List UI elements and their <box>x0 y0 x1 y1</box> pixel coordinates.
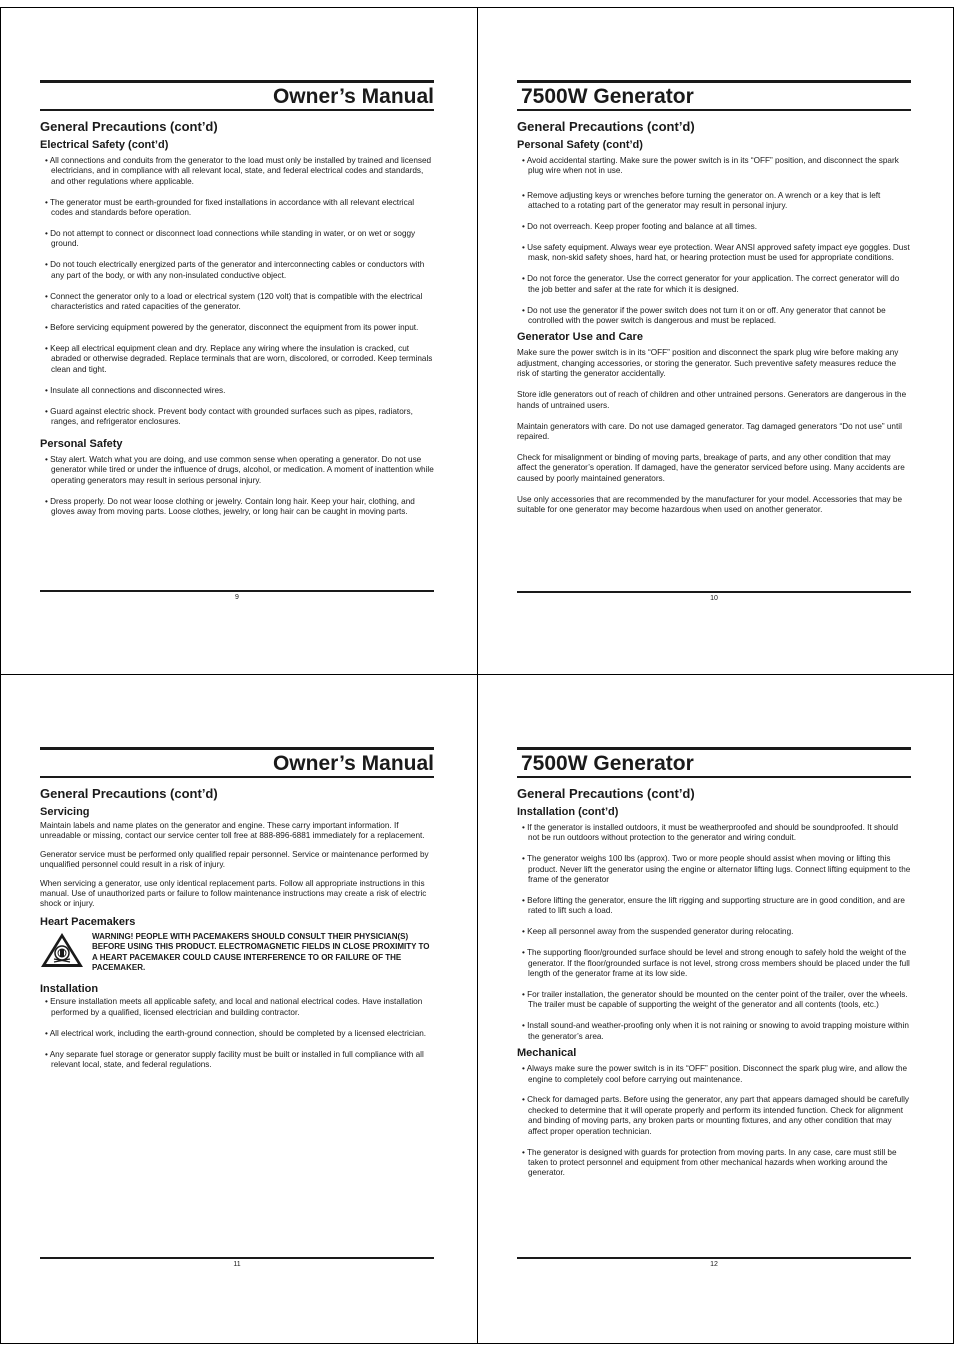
paragraph-group <box>517 348 911 515</box>
bullet-item: • Any separate fuel storage or generator supply facility must be built or installed in full compliance with all relevant local, state, and federal regulations. <box>45 1049 424 1070</box>
pacemaker-hazard-icon <box>40 932 84 968</box>
subheading-generator-use-and-care: Generator Use and Care <box>517 331 643 344</box>
bullet-item: • Check for damaged parts. Before using the generator, any part that appears damaged should be carefully checked to determine that it will operate properly and perform its intended function. Check for alignment and binding of moving parts, any broken parts or mounting fixtures, and any other condition that may affect proper operation technician. <box>522 1095 910 1136</box>
paragraph-group <box>40 821 434 910</box>
bullet-item: • Dress properly. Do not wear loose clothing or jewelry. Contain long hair. Keep your hair, clothing, and gloves away from moving parts. Loose clothes, jewelry, or long hair can be caught in moving parts. <box>45 496 415 516</box>
bullet-item: • All electrical work, including the earth-ground connection, should be completed by a licensed electrician. <box>45 1028 427 1038</box>
footer-rule <box>517 591 911 593</box>
header-rule <box>40 747 434 750</box>
bullet-item: • Use safety equipment. Always wear eye protection. Wear ANSI approved safety impact eye goggles. Dust mask, non-skid safety shoes, hard hat, or hearing protection must be used for appropriate conditions. <box>522 243 910 263</box>
bullet-item: • Avoid accidental starting. Make sure the power switch is in its “OFF” position, and disconnect the spark plug wire when not in use. <box>522 156 899 176</box>
subheading-personal-safety: Personal Safety <box>40 437 123 450</box>
page-number: 12 <box>710 1261 718 1268</box>
page-footer <box>40 590 434 601</box>
bullet-item: • Do not force the generator. Use the correct generator for your application. The correct generator will do the job better and safer at the rate for which it is designed. <box>522 274 900 294</box>
section-heading: General Precautions (cont’d) <box>40 119 218 134</box>
bullet-item: • Insulate all connections and disconnected wires. <box>45 385 226 395</box>
bullet-item: • Always make sure the power switch is in its “OFF” position. Disconnect the spark plug wire, and allow the engine to completely cool before carrying out maintenance. <box>522 1064 908 1084</box>
header-rule <box>40 80 434 83</box>
bullet-item: • Connect the generator only to a load or electrical system (120 volt) that is compatible with the electrical characteristics and rated capacities of the generator. <box>45 291 423 312</box>
bullet-list <box>40 997 434 1070</box>
footer-rule <box>517 1257 911 1259</box>
bullet-item: • Do not overreach. Keep proper footing and balance at all times. <box>522 222 757 232</box>
bullet-list <box>40 455 434 518</box>
warning-text: WARNING! PEOPLE WITH PACEMAKERS SHOULD CONSULT THEIR PHYSICIAN(S) BEFORE USING THIS PRODUCT. ELECTROMAGNETIC FIELDS IN CLOSE PROXIMITY TO A HEART PACEMAKER COULD CAUSE INTERFERENCE TO OR FAILURE OF THE PACEMAKER. <box>92 931 430 973</box>
page-title: 7500W Generator <box>521 752 694 775</box>
page-number: 10 <box>710 595 718 602</box>
bullet-item: • Do not touch electrically energized parts of the generator and interconnecting cables or conductors with any part of the body, or with any non-insulated conductive object. <box>45 260 425 280</box>
bullet-item: • Keep all electrical equipment clean and dry. Replace any wiring where the insulation is cracked, cut abraded or otherwise degraded. Replace terminals that are worn, discolored, or corroded. Keep terminals clean and tight. <box>45 343 433 374</box>
bullet-item: • The generator must be earth-grounded for fixed installations in accordance with all relevant electrical codes and standards before operation. <box>45 197 415 218</box>
bullet-item: • Keep all personnel away from the suspended generator during relocating. <box>522 927 794 937</box>
page-11 <box>40 747 434 1081</box>
subheading-heart-pacemakers: Heart Pacemakers <box>40 915 136 928</box>
bullet-item: • Do not use the generator if the power switch does not turn it on or off. Any generator that cannot be controlled with the power switch is dangerous and must be replaced. <box>522 305 886 326</box>
horizontal-page-divider <box>0 674 954 675</box>
title-rule <box>40 776 434 778</box>
bullet-item: • Before lifting the generator, ensure the lift rigging and supporting structure are in good condition, and are rated to lift such a load. <box>522 896 905 916</box>
bullet-item: • Ensure installation meets all applicable safety, and local and national electrical codes. Have installation performed by a qualified, licensed electrician and building contractor. <box>45 997 423 1017</box>
section-heading: General Precautions (cont’d) <box>40 786 218 801</box>
pacemaker-warning <box>40 932 434 974</box>
paragraph: Maintain generators with care. Do not use damaged generator. Tag damaged generators “Do not use” until repaired. <box>517 421 902 441</box>
page-number: 11 <box>233 1261 241 1268</box>
header-rule <box>517 747 911 750</box>
paragraph: Generator service must be performed only qualified repair personnel. Service or maintenance performed by unqualified personnel could result in a risk of injury. <box>40 849 429 870</box>
section-heading: General Precautions (cont’d) <box>517 786 695 801</box>
subheading-mechanical: Mechanical <box>517 1047 577 1060</box>
subheading-installation: Installation (cont’d) <box>517 806 619 818</box>
subheading-electrical-safety: Electrical Safety (cont’d) <box>40 139 169 151</box>
bullet-item: • The generator weighs 100 lbs (approx). Two or more people should assist when moving or lifting this product. Never lift the generator using the engine or alternator lifting lugs. Connect lifting equipment to the frame of the generator <box>522 854 911 885</box>
bullet-list <box>517 1064 911 1179</box>
subheading-installation: Installation <box>40 983 99 996</box>
page-title: Owner’s Manual <box>272 752 434 775</box>
bullet-item: • For trailer installation, the generator should be mounted on the center point of the trailer, over the wheels. The trailer must be capable of supporting the weight of the generator and all contents (tools, etc.) <box>522 989 908 1010</box>
subheading-servicing: Servicing <box>40 806 90 818</box>
bullet-list <box>40 156 434 427</box>
header-rule <box>517 80 911 83</box>
subheading-personal-safety: Personal Safety (cont’d) <box>517 139 643 151</box>
section-heading: General Precautions (cont’d) <box>517 119 695 134</box>
bullet-item: • All connections and conduits from the generator to the load must only be installed by trained and licensed electricians, and in compliance with all relevant local, state, and federal electrical codes and standards, and other regulations where applicable. <box>45 156 432 186</box>
paragraph: Use only accessories that are recommended by the manufacturer for your model. Accessories that may be suitable for one generator may become hazardous when used on another generator. <box>517 494 902 514</box>
footer-rule <box>40 1257 434 1259</box>
paragraph: Make sure the power switch is in its “OFF” position and disconnect the spark plug wire before making any adjustment, changing accessories, or storing the generator. Such preventive safety measures reduce the risk of starting the generator accidentally. <box>517 348 899 379</box>
page-number: 9 <box>235 594 239 601</box>
bullet-item: • Guard against electric shock. Prevent body contact with grounded surfaces such as pipes, radiators, ranges, and refrigerator enclosures. <box>45 406 413 426</box>
paragraph: Maintain labels and name plates on the generator and engine. These carry important information. If unreadable or missing, contact our service center toll free at 888-896-6881 immediately for a replacement. <box>40 821 425 841</box>
bullet-item: • Do not attempt to connect or disconnect load connections while standing in water, or on wet or soggy ground. <box>45 229 416 249</box>
page-12 <box>517 747 911 1189</box>
footer-rule <box>40 590 434 592</box>
page-footer <box>517 591 911 602</box>
bullet-item: • Stay alert. Watch what you are doing, and use common sense when operating a generator. Do not use generator while tired or under the influence of drugs, alcohol, or medication. A moment of inattention while operating generators may result in serious personal injury. <box>45 454 434 485</box>
page-footer <box>40 1257 434 1268</box>
page-title: 7500W Generator <box>521 85 694 108</box>
bullet-item: • The generator is designed with guards for protection from moving parts. In any case, care must still be taken to protect personnel and equipment from other mechanical hazards when working around the generator. <box>522 1147 897 1178</box>
bullet-list <box>517 823 911 1042</box>
bullet-item: • Install sound-and weather-proofing only when it is not raining or snowing to avoid trapping moisture within the generator’s area. <box>522 1021 909 1041</box>
title-rule <box>40 109 434 111</box>
page-title: Owner’s Manual <box>272 85 434 108</box>
page-9 <box>40 80 434 528</box>
paragraph: Store idle generators out of reach of children and other untrained persons. Generators are dangerous in the hands of untrained users. <box>517 390 907 410</box>
bullet-item: • Before servicing equipment powered by the generator, disconnect the equipment from its power input. <box>45 322 419 332</box>
paragraph: Check for misalignment or binding of moving parts, breakage of parts, and any other condition that may affect the generator’s operation. If damaged, have the generator serviced before using. Many accidents are caused by poorly maintained generators. <box>517 452 905 483</box>
title-rule <box>517 776 911 778</box>
title-rule <box>517 109 911 111</box>
page-10 <box>517 80 911 526</box>
page-footer <box>517 1257 911 1268</box>
bullet-item: • Remove adjusting keys or wrenches before turning the generator on. A wrench or a key that is left attached to a rotating part of the generator may result in personal injury. <box>522 190 881 211</box>
vertical-page-divider <box>477 7 478 1344</box>
bullet-item: • The supporting floor/grounded surface should be level and strong enough to safely hold the weight of the generator. If the floor/grounded surface is not level, strong cross members should be placed under the full length of the generator frame at its low side. <box>522 948 910 979</box>
paragraph: When servicing a generator, use only identical replacement parts. Follow all appropriate instructions in this manual. Use of unauthorized parts or failure to follow maintenance instructions may create a risk of electric shock or injury. <box>40 878 427 909</box>
bullet-item: • If the generator is installed outdoors, it must be weatherproofed and should be soundproofed. It should not be run outdoors without protection to the generator and wiring conduit. <box>522 823 899 843</box>
bullet-list <box>517 156 911 326</box>
